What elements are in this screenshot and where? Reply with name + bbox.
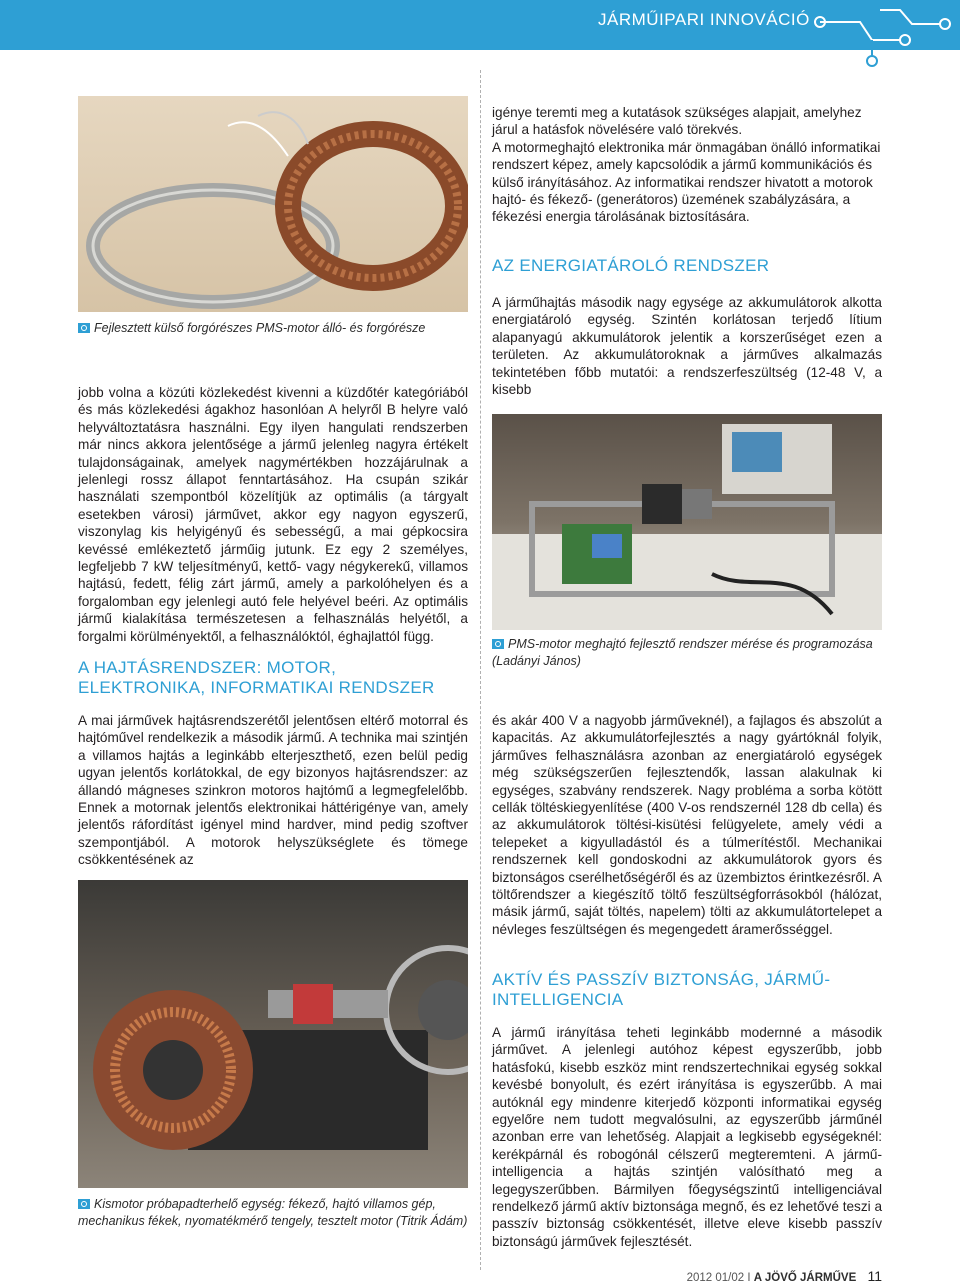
hub-motor-photo: [78, 880, 468, 1188]
heading-energy-storage: AZ ENERGIATÁROLÓ RENDSZER: [492, 256, 770, 275]
magazine-name: A JÖVŐ JÁRMŰVE: [753, 1272, 857, 1284]
caption-motor-parts: Fejlesztett külső forgórészes PMS-motor álló- és forgórésze: [78, 320, 468, 337]
page-number: 11: [867, 1268, 882, 1284]
right-paragraph-1: igénye teremti meg a kutatások szükséges alapjait, amelyhez járul a hatásfok növelésére való törekvés. A motormeghajtó elektronika már önmagában önálló informatikai rendszert képez, amely kapcsolódik a jármű kommunikációs és külső irányításához. Az informatikai rendszer hivatott a motorok hajtó- és fékező- (generátoros) üzemének szabályzására, a fékezési energia tárolásának biztosítására.: [492, 105, 881, 225]
left-paragraph-2: A mai járművek hajtásrendszerétől jelentősen eltérő motorral és hajtóművel rendelkezik a második jármű. A technika mai szintjén a villamos hajtás a leginkább elterjeszthető, ezen belül pedig ugyan jelentős korlátokkal, de egy bizonyos hajtásrendszer: az állandó mágneses szinkron motoros hajtómű a legmegfelelőbb. Ennek a motornak jelentős elektronikai háttérigénye van, amely jelentős ráfordítást igényel mind hardver, mind pedig szoftver szempontjából. A motorok helyszükséglete és tömege csökkentésének az: [78, 713, 468, 868]
caption-hub-motor: Kismotor próbapadterhelő egység: fékező, hajtó villamos gép, mechanikus fékek, nyomatékmérő tengely, tesztelt motor (Titrik Ádám): [78, 1197, 468, 1228]
heading-drive-system: A HAJTÁSRENDSZER: MOTOR, ELEKTRONIKA, INFORMATIKAI RENDSZER: [78, 658, 435, 697]
column-divider: [480, 70, 481, 1270]
test-bench-illustration: [492, 414, 882, 630]
circuit-decoration-icon: [0, 0, 960, 70]
footer-separator: I: [747, 1272, 751, 1284]
left-paragraph-1: jobb volna a közúti közlekedést kivenni a küzdőtér kategóriából és más közlekedési ágakhoz hasonlóan A helyről B helyre való helyváltoztatásra használni. Egy ilyen hangulati rendszerben már nincs akkora jelentősége a jármű jelenleg nagyra értékelt tulajdonságainak, amelyek nagymértékben hozzájárulnak a jelenlegi rossz állapot fenntartásához. Ha csupán szikár használati szempontból közelítjük az optimális (a tárgyalt esetekben városi) járművet, akkor egy nagyon egyszerű, viszonylag kis helyigényű és sebességű, a mai gépkocsira kevéssé emlékeztető járműig jutunk. Ez egy 2 személyes, legfeljebb 7 kW teljesítményű, kettő- vagy négykerekű, villamos hajtású, fedett, félig zárt jármű, amely a parkolóhelyen és a forgalomban egy jelenlegi autó fele helyével beéri. Az optimális jármű kialakítása természetesen a felhasználás helyétől, a forgalmi körülményektől, a felhasználóktól, éghajlattól függ.: [78, 385, 468, 644]
page-footer: [687, 1268, 882, 1284]
motor-parts-illustration: [78, 96, 468, 312]
section-title: JÁRMŰIPARI INNOVÁCIÓ: [598, 10, 810, 29]
issue-number: 2012 01/02: [686, 1272, 745, 1284]
caption-test-bench: PMS-motor meghajtó fejlesztő rendszer mérése és programozása (Ladányi János): [492, 637, 873, 668]
hub-motor-illustration: [78, 880, 468, 1188]
right-paragraph-battery: és akár 400 V a nagyobb járműveknél), a fajlagos és abszolút a kapacitás. Az akkumulátorfejlesztés a nagy gyártóknál folyik, járműves felhasználásra azonban az energiatároló egységek még szükségszerűen fejlesztendők, lassan alakulnak ki egységes, szabvány rendszerek. Nagy probléma a sorba kötött cellák töltéskiegyenlítése (400 V-os rendszernél 128 db cella) és az akkumulátorok töltési-kisütési felügyelete, amely védi a telepeket a kigyulladástól és a túlmerítéstől. Mechanikai rendszernek kell gondoskodni az akkumulátorok gyors és biztonságos cserélhetőségéről és az üzembiztos érintkezésről. A töltőrendszer a kiegészítő töltő feszültségforrásokból (hálózat, másik jármű, saját töltés, napelem) tölti az akkumulátortelepet a névleges feszültségen és megengedett áramerősséggel.: [492, 713, 882, 937]
camera-icon: [78, 1199, 90, 1209]
camera-icon: [78, 323, 90, 333]
test-bench-photo: [492, 414, 882, 630]
heading-safety: AKTÍV ÉS PASSZÍV BIZTONSÁG, JÁRMŰ-INTELLIGENCIA: [492, 970, 831, 1009]
motor-parts-photo: [78, 96, 468, 312]
right-paragraph-safety: A jármű irányítása teheti leginkább modernné a második járművet. A jelenlegi autóhoz képest egyszerűbb, jobb hatásfokú, kisebb eszköz mint rendszertechnikai egység sokkal kevésbé bonyolult, és ezért irányítása is egyszerűbb. A mai autóknál egy mindenre kiterjedő központi informatikai egység egyelőre nem tudott megvalósulni, az egyszerűbb járműnél azonban erre van lehetőség. Alapjait a legkisebb egységeknél: kerékpárnál és robogónál célszerű megteremteni. A jármű-intelligencia a hajtás szintjén valósítható meg a legegyszerűbben. Bármilyen főegységszintű intelligenciával rendelkező jármű aktív biztonsága megnő, és ez lehetővé teszi a passzív biztonság csökkentését, illetve eleve kisebb passzív biztonságú járművek fejlesztését.: [492, 1025, 882, 1249]
camera-icon: [492, 639, 504, 649]
right-paragraph-energy: A járműhajtás második nagy egysége az akkumulátorok alkotta energiatároló egység. Szintén korlátosan terjedő lítium alapanyagú akkumulátorok jelentik a korszerűséget ezen a területen. Az akkumulátoroknak a járműves alkalmazás tekintetében főbb mutatói: a rendszerfeszültség (12-48 V, a kisebb: [492, 295, 882, 398]
